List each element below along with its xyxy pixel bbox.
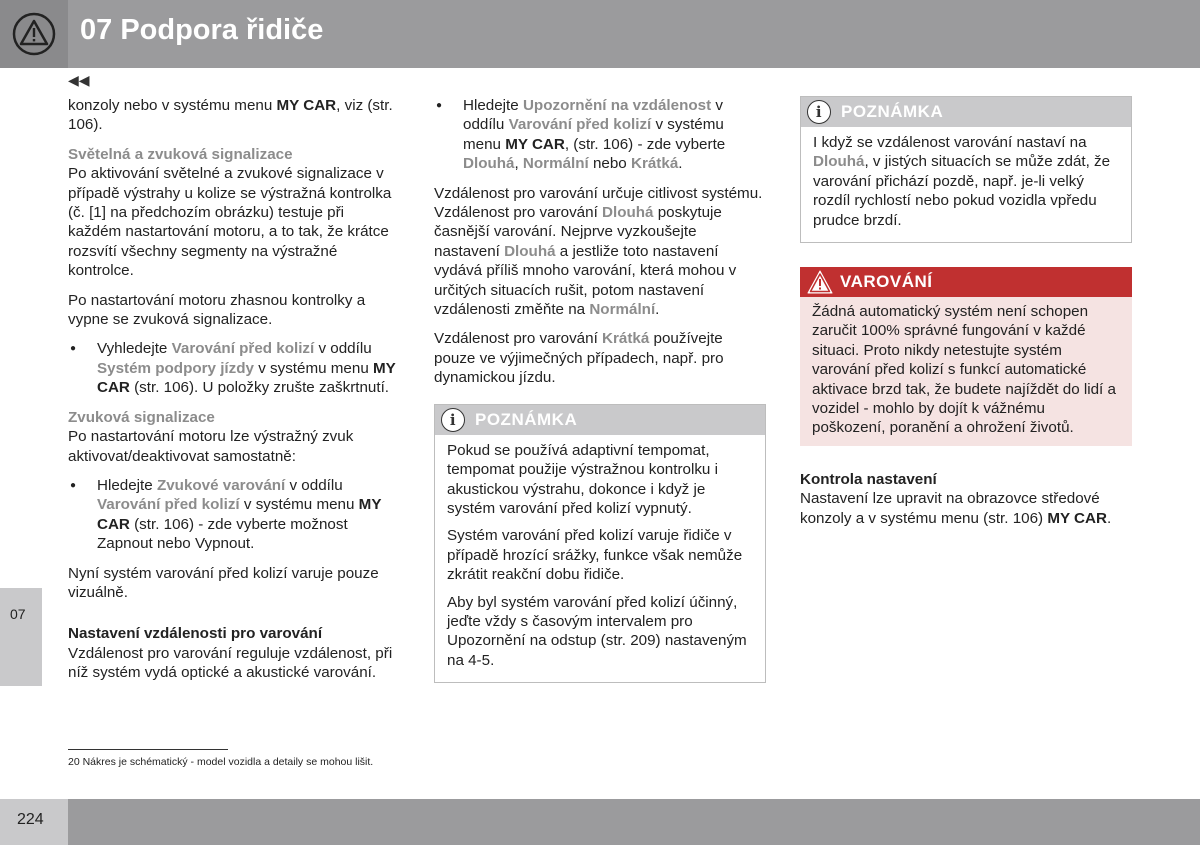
paragraph-visual: Nyní systém varování před kolizí varuje pouze vizuálně. — [68, 564, 379, 601]
page-number: 224 — [17, 811, 44, 828]
chapter-tab-label: 07 — [10, 606, 26, 622]
note-label: POZNÁMKA — [475, 409, 578, 429]
note-body — [435, 435, 765, 682]
column-3 — [800, 96, 1132, 538]
warning-header — [800, 267, 1132, 297]
bullet-list-3 — [434, 96, 766, 174]
page-header — [0, 0, 1200, 68]
list-item: ● Hledejte Zvukové varování v oddílu Varování před kolizí v systému menu MY CAR (str. 106) - zde vyberte možnost Zapnout nebo Vypnout. — [68, 476, 398, 554]
note-label: POZNÁMKA — [841, 102, 944, 121]
paragraph-sound: Po nastartování motoru lze výstražný zvuk aktivovat/deaktivovat samostatně: — [68, 428, 354, 465]
subheading-light-sound: Světelná a zvuková signalizace — [68, 145, 293, 163]
footnote-rule — [68, 749, 228, 750]
subheading-sound: Zvuková signalizace — [68, 408, 215, 426]
note-header — [801, 97, 1131, 127]
column-2 — [434, 96, 766, 693]
info-icon: i — [441, 408, 465, 432]
list-item: ● Hledejte Upozornění na vzdálenost v oddílu Varování před kolizí v systému menu MY CAR, (str. 106) - zde vyberte Dlouhá, Normální nebo Krátká. — [434, 96, 766, 174]
info-icon: i — [807, 100, 831, 124]
warning-box — [800, 267, 1132, 446]
paragraph-check: Nastavení lze upravit na obrazovce středové konzoly a v systému menu (str. 106) MY CAR. — [800, 490, 1112, 527]
paragraph-sensitivity: Vzdálenost pro varování určuje citlivost systému. Vzdálenost pro varování Dlouhá poskytuje časnější varování. Nejprve vyzkoušejte nastavení Dlouhá a jestliže toto nastavení vydává příliš mnoho varování, která mohou v určitých situacích rušit, potom nastavení vzdálenosti změňte na Normální. — [434, 184, 763, 319]
paragraph-engine-off: Po nastartování motoru zhasnou kontrolky a vypne se zvuková signalizace. — [68, 291, 366, 329]
note-paragraph: Pokud se používá adaptivní tempomat, tempomat použije výstražnou kontrolku i akustickou výstrahu, dokonce i když je systém varování před kolizí vypnutý. — [447, 441, 718, 517]
bullet-list-2 — [68, 476, 398, 554]
heading-distance: Nastavení vzdálenosti pro varování — [68, 625, 323, 643]
column-1 — [68, 96, 398, 693]
note-paragraph: I když se vzdálenost varování nastaví na Dlouhá, v jistých situacích se může zdát, že varování přichází pozdě, např. je-li velký rozdíl rychlostí nebo pokud vozidla vpředu prudce brzdí. — [813, 134, 1111, 229]
bullet-list-1 — [68, 339, 398, 397]
paragraph-light-sound: Po aktivování světelné a zvukové signalizace v případě výstrahy u kolize se výstražná kontrolka (č. [1] na předchozím obrázku) testuje při každém nastartování motoru, a to tak, že krátce rozsvítí všechny segmenty na výstražné kontrolce. — [68, 165, 392, 280]
heading-check: Kontrola nastavení — [800, 470, 937, 488]
list-item: ● Vyhledejte Varování před kolizí v oddílu Systém podpory jízdy v systému menu MY CAR (str. 106). U položky zrušte zaškrtnutí. — [68, 339, 398, 397]
page-number-box — [0, 799, 68, 845]
note-header — [435, 405, 765, 435]
page-footer — [0, 799, 1200, 845]
page-title: 07 Podpora řidiče — [80, 14, 324, 46]
chapter-tab — [0, 588, 42, 686]
note-box — [434, 404, 766, 683]
warning-triangle-icon — [806, 269, 834, 295]
back-arrows-icon[interactable]: ◀◀ — [68, 72, 90, 88]
warning-body: Žádná automatický systém není schopen zaručit 100% správné fungování v každé situaci. Proto nikdy netestujte systém varování před kolizí s funkcí automatické aktivace brzd tak, že budete najíždět do lidí a vozidel - mohlo by dojít k vážnému poškození, poranění a ohrožení životů. — [812, 303, 1116, 437]
warning-triangle-icon — [12, 12, 56, 56]
note-paragraph: Systém varování před kolizí varuje řidiče v případě hrozící srážky, funkce však nemůže zkrátit reakční dobu řidiče. — [447, 527, 743, 584]
note-box — [800, 96, 1132, 243]
note-body — [801, 127, 1131, 242]
paragraph-short: Vzdálenost pro varování Krátká používejte pouze ve výjimečných případech, např. pro dynamickou jízdu. — [434, 330, 724, 387]
warning-label: VAROVÁNÍ — [840, 272, 933, 292]
paragraph-distance: Vzdálenost pro varování reguluje vzdálenost, při níž systém vydá optické a akustické varování. — [68, 644, 393, 682]
header-icon-box — [0, 0, 68, 68]
note-paragraph: Aby byl systém varování před kolizí účinný, jeďte vždy s časovým intervalem pro Upozornění na odstup (str. 209) nastaveným na 4-5. — [447, 593, 747, 669]
paragraph-intro: konzoly nebo v systému menu MY CAR, viz (str. 106). — [68, 97, 393, 134]
footnote: 20 Nákres je schématický - model vozidla a detaily se mohou lišit. — [68, 756, 374, 768]
